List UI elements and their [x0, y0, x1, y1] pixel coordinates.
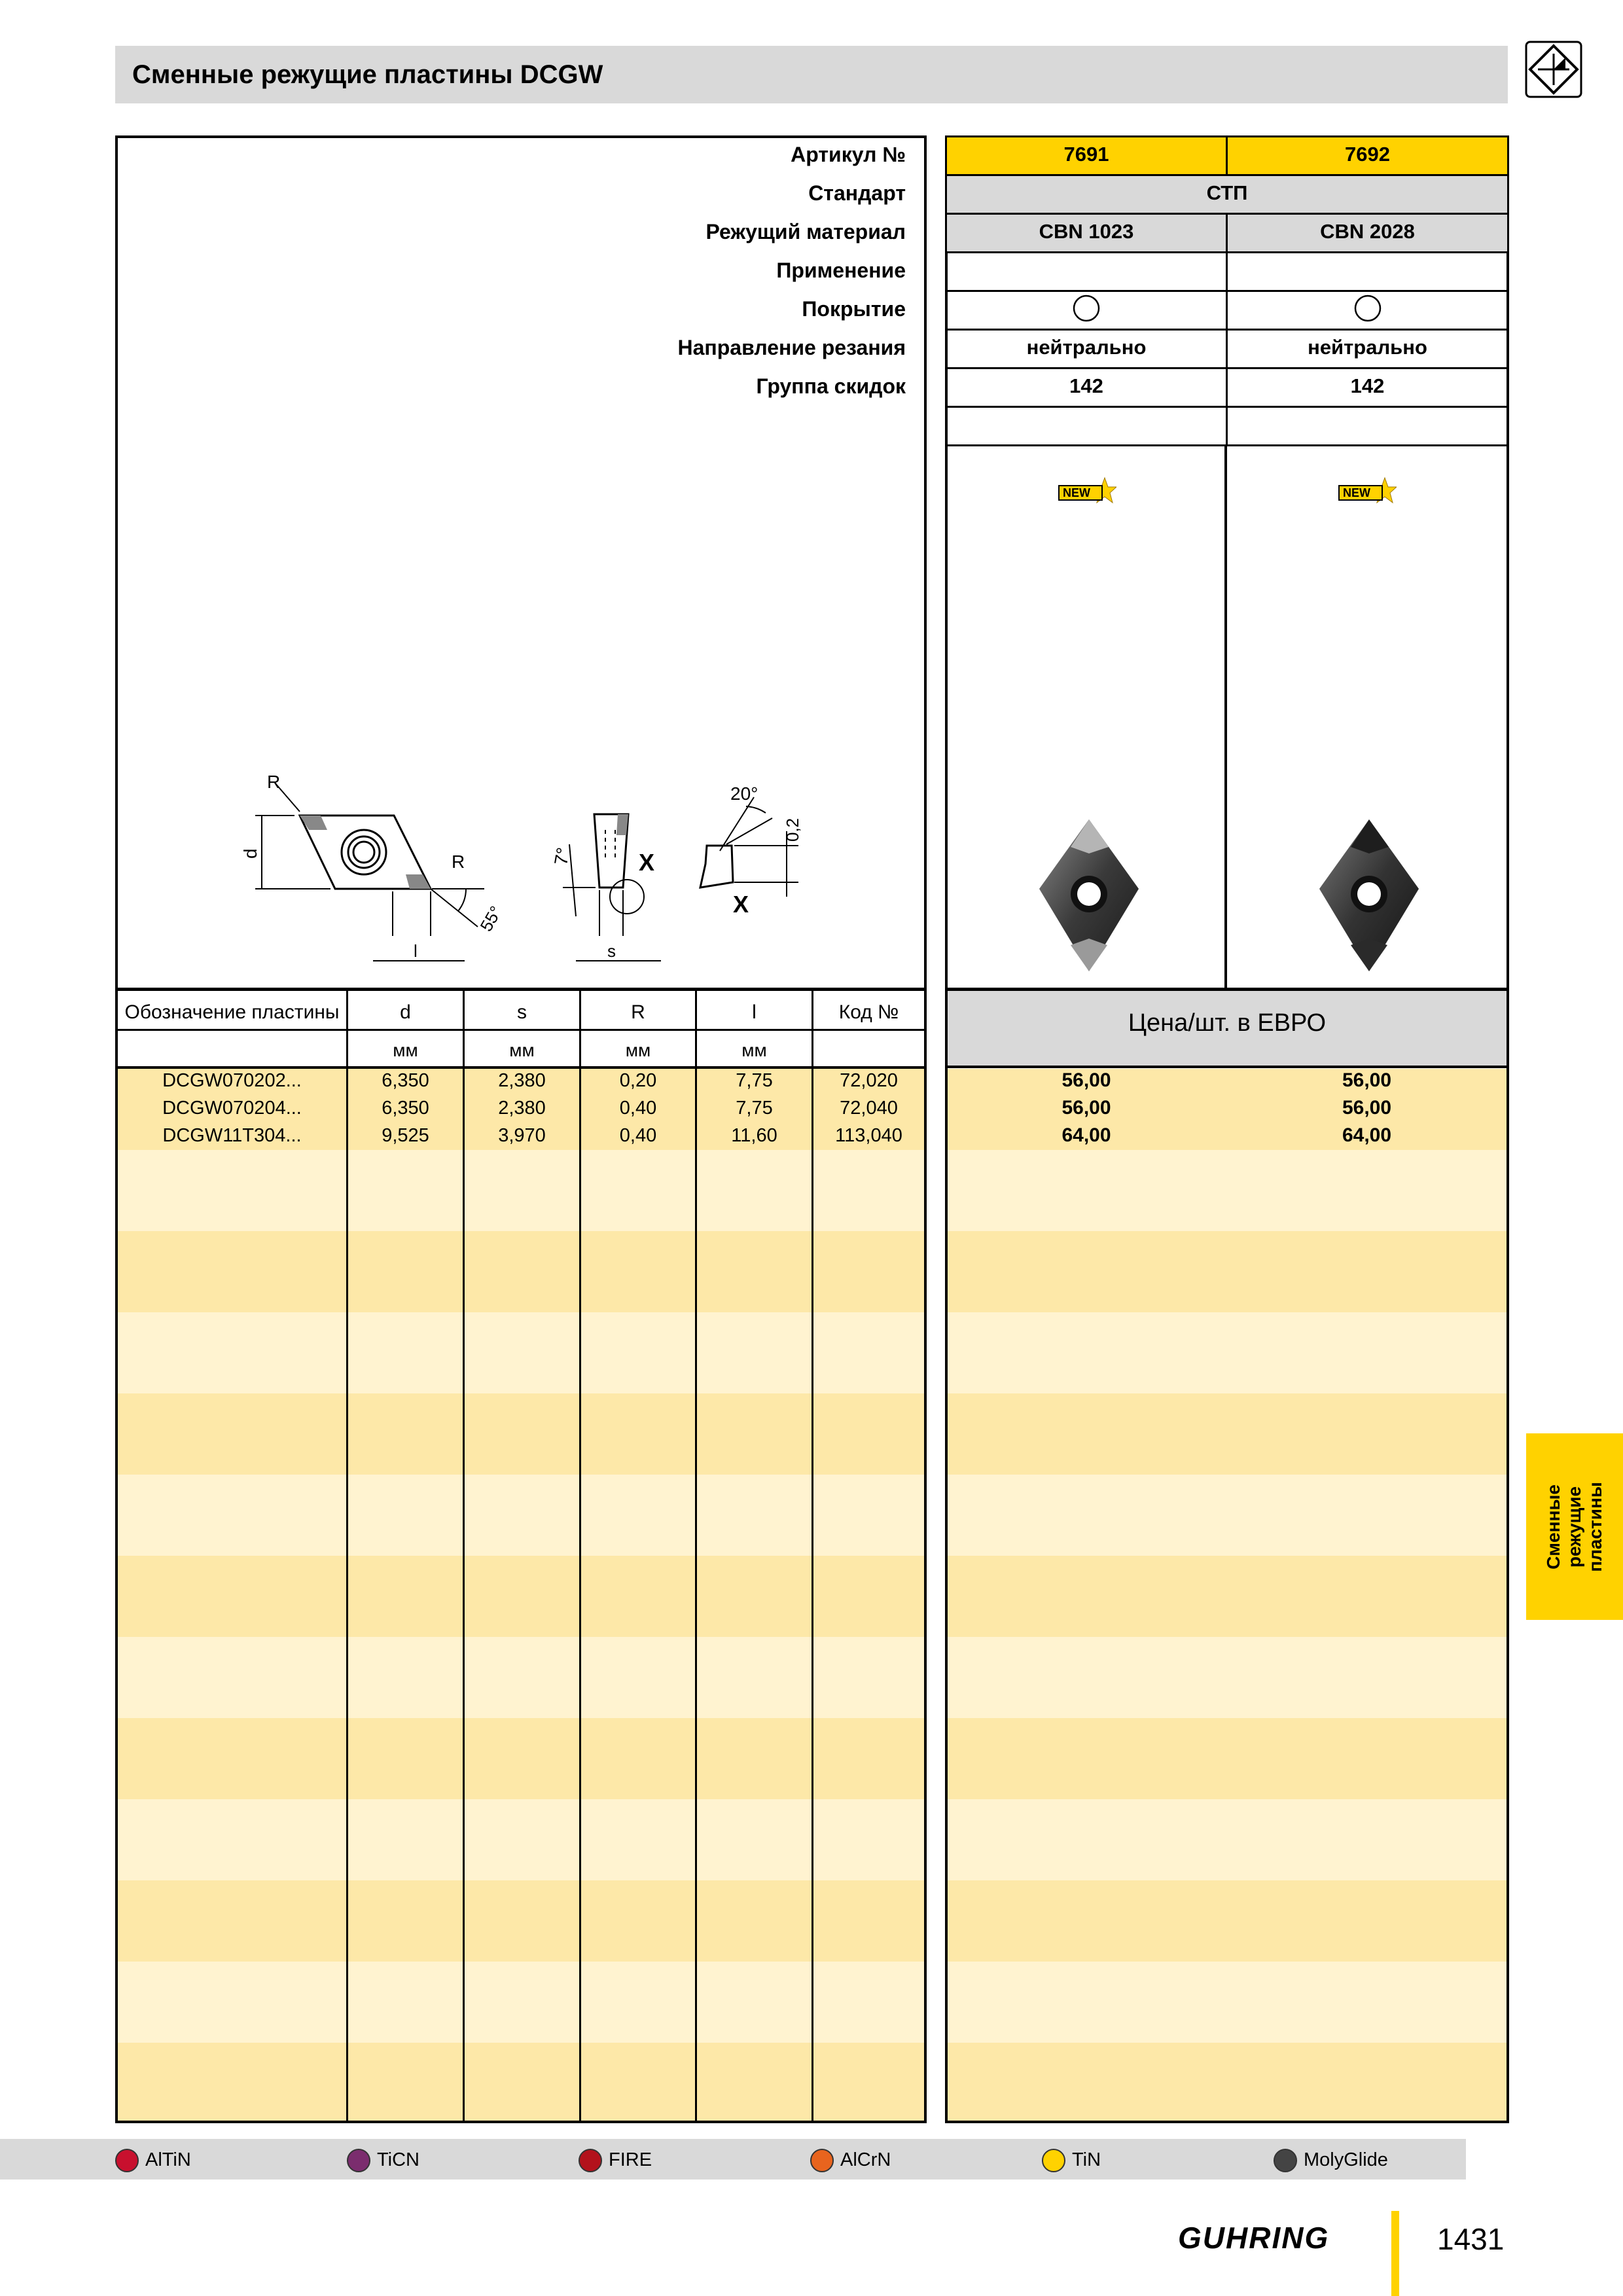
table-row-1-name: DCGW070202... — [162, 1070, 302, 1091]
table-row-2-d: 6,350 — [382, 1098, 429, 1119]
label-coating: Покрытие — [802, 297, 906, 321]
table-row-2-price-7691: 56,00 — [1061, 1097, 1111, 1119]
insert-photo-7692 — [1317, 817, 1421, 974]
insert-photo-7691 — [1037, 817, 1141, 974]
table-row-1-l: 7,75 — [736, 1070, 773, 1091]
detail-x-view — [700, 797, 798, 897]
table-row-3-code: 113,040 — [835, 1125, 902, 1146]
discount-2: 142 — [1226, 367, 1509, 408]
label-X2: X — [733, 891, 749, 918]
label-X1: X — [639, 849, 655, 876]
table-row-1-price-7691: 56,00 — [1061, 1069, 1111, 1091]
coating-legend-bar — [0, 2139, 1466, 2179]
table-row-2-name: DCGW070204... — [162, 1098, 302, 1119]
page-number: 1431 — [1437, 2222, 1505, 2256]
coating-1 — [945, 290, 1228, 331]
discount-1: 142 — [945, 367, 1228, 408]
table-row-2-price-7692: 56,00 — [1342, 1097, 1392, 1119]
table-row-1-s: 2,380 — [498, 1070, 546, 1091]
table-row-3-l: 11,60 — [731, 1125, 777, 1146]
label-R1: R — [267, 772, 281, 792]
material-1: CBN 1023 — [945, 213, 1228, 253]
insert-side-view — [563, 814, 661, 961]
label-article: Артикул № — [791, 143, 906, 166]
label-material: Режущий материал — [705, 220, 906, 243]
table-row-3-d: 9,525 — [382, 1125, 429, 1146]
page-number-divider — [1391, 2211, 1399, 2296]
label-direction: Направление резания — [677, 336, 906, 359]
unit-l: мм — [741, 1040, 767, 1060]
table-row-1-R: 0,20 — [619, 1070, 657, 1091]
table-row-2-l: 7,75 — [736, 1098, 773, 1119]
page-title: Сменные режущие пластины DCGW — [132, 60, 603, 89]
label-standard: Стандарт — [808, 181, 906, 205]
table-row-3-name: DCGW11T304... — [162, 1125, 302, 1146]
table-row-2-code: 72,040 — [840, 1098, 898, 1119]
direction-1: нейтрально — [945, 329, 1228, 369]
label-d: d — [240, 848, 260, 859]
uncoated-circle-icon — [1072, 294, 1101, 323]
alcrn-coating-icon — [810, 2149, 834, 2172]
uncoated-circle-icon — [1353, 294, 1382, 323]
table-row-1-price-7692: 56,00 — [1342, 1069, 1392, 1091]
table-row-3-s: 3,970 — [498, 1125, 546, 1146]
label-20deg: 20° — [730, 783, 758, 804]
label-l: l — [414, 941, 418, 961]
label-7deg: 7° — [550, 846, 574, 867]
fire-coating-icon — [579, 2149, 602, 2172]
legend-ticn: TiCN — [347, 2145, 419, 2174]
unit-d: мм — [393, 1040, 418, 1060]
article-7691[interactable]: 7691 — [945, 135, 1228, 176]
insert-drawing — [223, 772, 825, 969]
unit-R: мм — [625, 1040, 651, 1060]
table-row-2-s: 2,380 — [498, 1098, 546, 1119]
brand-logo: GUHRING — [1178, 2221, 1330, 2255]
table-row-3-price-7691: 64,00 — [1061, 1124, 1111, 1146]
new-badge-1: NEW — [1058, 476, 1116, 507]
application-2 — [1226, 251, 1509, 292]
legend-alcrn: AlCrN — [810, 2145, 891, 2174]
material-2: CBN 2028 — [1226, 213, 1509, 253]
legend-fire: FIRE — [579, 2145, 652, 2174]
col-d: d — [400, 1001, 411, 1023]
legend-molyglide: MolyGlide — [1274, 2145, 1388, 2174]
table-row-1-code: 72,020 — [840, 1070, 898, 1091]
section-tab[interactable] — [1526, 1433, 1623, 1620]
direction-2: нейтрально — [1226, 329, 1509, 369]
label-R2: R — [452, 852, 465, 872]
standard-cell: СТП — [945, 174, 1509, 215]
altin-coating-icon — [115, 2149, 139, 2172]
col-R: R — [631, 1001, 645, 1023]
table-row-3-price-7692: 64,00 — [1342, 1124, 1392, 1146]
col-code: Код № — [838, 1001, 899, 1023]
new-badge-2: NEW — [1338, 476, 1397, 507]
coating-2 — [1226, 290, 1509, 331]
application-1 — [945, 251, 1228, 292]
table-row-2-R: 0,40 — [619, 1098, 657, 1119]
price-header: Цена/шт. в ЕВРО — [1128, 1009, 1327, 1037]
col-designation: Обозначение пластины — [124, 1001, 340, 1023]
section-tab-label: Сменные режущие пластины — [1543, 1481, 1605, 1572]
col-l: l — [752, 1001, 757, 1023]
blank-2 — [1226, 406, 1509, 446]
article-7692[interactable]: 7692 — [1226, 135, 1509, 176]
ticn-coating-icon — [347, 2149, 370, 2172]
table-row-1-d: 6,350 — [382, 1070, 429, 1091]
insert-top-view — [255, 783, 484, 961]
unit-s: мм — [509, 1040, 535, 1060]
col-s: s — [517, 1001, 527, 1023]
legend-altin: AlTiN — [115, 2145, 191, 2174]
label-discount: Группа скидок — [756, 374, 906, 398]
legend-tin: TiN — [1042, 2145, 1101, 2174]
label-55: 55° — [476, 903, 507, 935]
label-application: Применение — [776, 259, 906, 282]
page-title-bar — [115, 46, 1508, 103]
blank-1 — [945, 406, 1228, 446]
label-02: 0,2 — [783, 817, 802, 842]
image-divider — [1224, 445, 1227, 990]
label-s: s — [607, 941, 616, 961]
tin-coating-icon — [1042, 2149, 1065, 2172]
insert-symbol-icon — [1525, 41, 1582, 99]
table-row-3-R: 0,40 — [619, 1125, 657, 1146]
molyglide-coating-icon — [1274, 2149, 1297, 2172]
